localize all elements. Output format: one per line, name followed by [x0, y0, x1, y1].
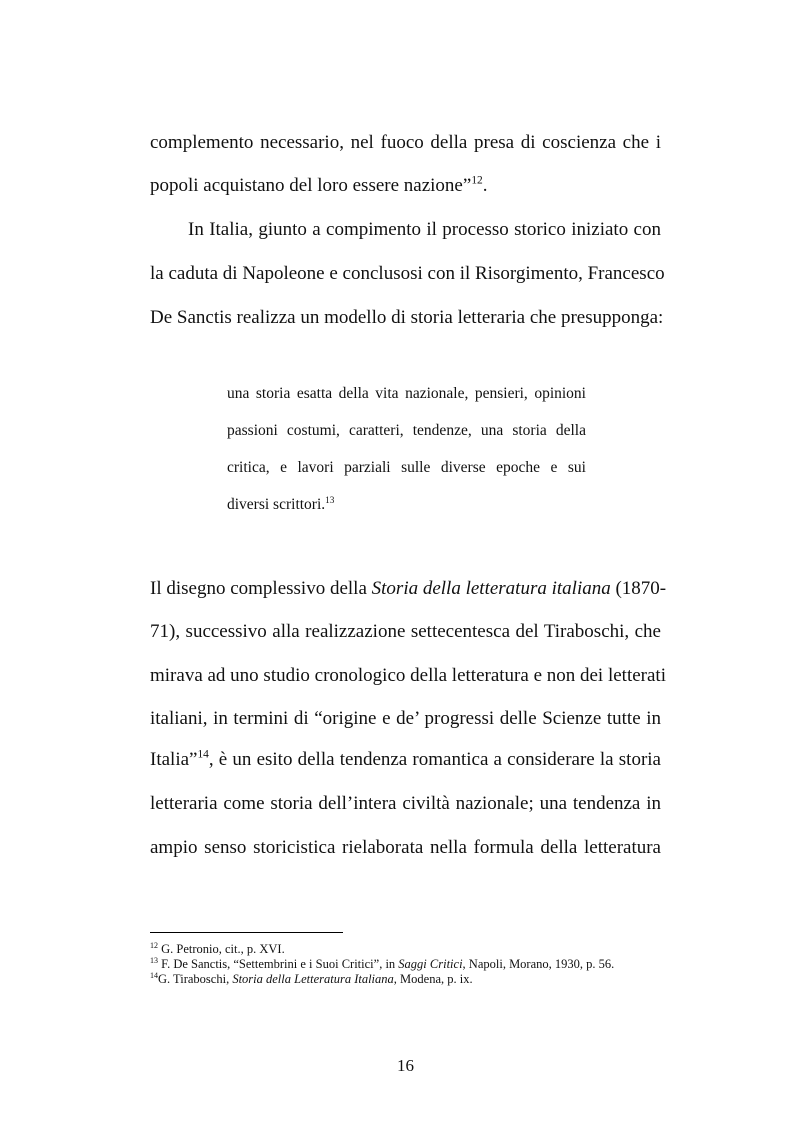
footnote: $^{12}$ G. Petronio, cit., p. XVI.: [150, 940, 285, 956]
footnote: $^{13}$ F. De Sanctis, “Settembrini e i Suoi Critici”, in Saggi Critici, Napoli, Morano, 1930, p. 56.: [150, 955, 615, 971]
paragraph-line: letteraria come storia dell’intera civiltà nazionale; una tendenza in: [150, 793, 661, 814]
block-quote-line: una storia esatta della vita nazionale, pensieri, opinioni: [227, 385, 586, 402]
paragraph-line: ampio senso storicistica rielaborata nella formula della letteratura: [150, 837, 661, 858]
footnote-ref[interactable]: 12: [471, 174, 483, 187]
paragraph-line: De Sanctis realizza un modello di storia letteraria che presupponga:: [150, 307, 664, 328]
footnote-separator: [150, 932, 343, 933]
paragraph-line: complemento necessario, nel fuoco della presa di coscienza che i: [150, 132, 661, 153]
block-quote-line: passioni costumi, caratteri, tendenze, una storia della: [227, 422, 586, 439]
block-quote-line: critica, e lavori parziali sulle diverse epoche e sui: [227, 459, 586, 476]
paragraph-line: mirava ad uno studio cronologico della letteratura e non dei letterati: [150, 665, 666, 686]
footnote: $^{14}$G. Tiraboschi, Storia della Letteratura Italiana, Modena, p. ix.: [150, 970, 473, 986]
block-quote-line: diversi scrittori.$^{13}$: [227, 495, 335, 513]
paragraph-line: In Italia, giunto a compimento il processo storico iniziato con: [188, 219, 661, 240]
book-title: Storia della letteratura italiana: [371, 578, 611, 599]
page-number: 16: [397, 1056, 414, 1075]
paragraph-line: la caduta di Napoleone e conclusosi con il Risorgimento, Francesco: [150, 263, 665, 284]
footnote-ref[interactable]: 13: [325, 495, 335, 506]
footnote-ref[interactable]: 14: [197, 748, 209, 761]
paragraph-line: popoli acquistano del loro essere nazione”$^{12}$.: [150, 174, 488, 196]
paragraph-line: italiani, in termini di “origine e de’ progressi delle Scienze tutte in: [150, 708, 661, 729]
paragraph-line: Italia”$^{14}$, è un esito della tendenza romantica a considerare la storia: [150, 748, 661, 770]
paragraph-line: 71), successivo alla realizzazione settecentesca del Tiraboschi, che: [150, 621, 661, 642]
paragraph-line: Il disegno complessivo della Storia della letteratura italiana (1870-: [150, 578, 667, 599]
